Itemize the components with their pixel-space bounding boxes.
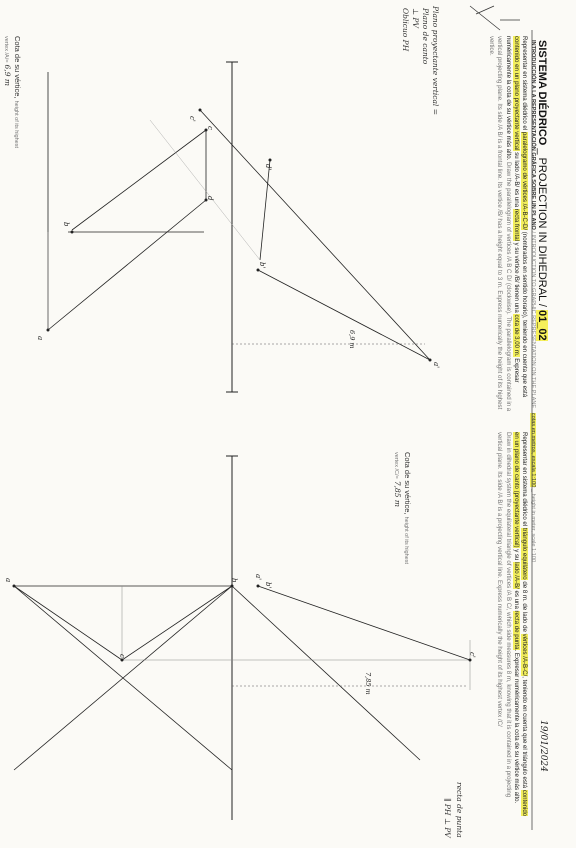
ex2-label-c: c: [118, 654, 126, 658]
ex1-text-2: (nombrados en sentido horario), teniendo en cuenta que está: [521, 230, 528, 398]
ex2-slanted-edge-2: [232, 586, 420, 760]
ex1-point-a: [47, 329, 50, 332]
ex1-label-b: b: [62, 222, 70, 227]
ex1-label-a: a: [36, 336, 44, 341]
ex1-answer-label-en: height of its highest: [13, 100, 19, 149]
ex1-answer-label: Cota de su vértice: [13, 36, 22, 97]
ex1-point-c1: [199, 109, 202, 112]
ex1-text-en: Draw the parallelogram of vertices /A B C D/ (clockwise). The parallelogram is contained in a vertical projecting plane. Its side /A B/ is a frontal line. Its vertice /B/ has a height equal to 3 m. Express numerically the height of its highest vertice.: [488, 36, 512, 412]
ex2-answer-label: Cota de su vértice: [403, 452, 412, 513]
ex1-label-c: c: [206, 126, 214, 130]
ex1-label-d1: d': [264, 164, 272, 171]
ex1-answer-value: 6,9 m: [3, 64, 12, 86]
ex1-edge-b1-c1: [260, 160, 270, 260]
ex1-highlight-2: contenido en un plano proyectante vertical: [512, 36, 520, 151]
ex1-text-3: su lado /A-B/ es una: [512, 150, 520, 209]
ex2-point-b: [231, 585, 234, 588]
ex2-point-a: [13, 585, 16, 588]
sheet-date: 19/01/2024: [538, 720, 548, 772]
sheet-number: 01_02: [536, 309, 548, 341]
ex2-edge-b1-c1: [258, 586, 470, 660]
title-main: SISTEMA DIÉDRICO: [536, 40, 548, 146]
ex1-hand-note-3: ⊥ PV: [411, 8, 420, 28]
ex2-answer: Cota de su vértice, height of its highest: [403, 452, 412, 565]
ex1-reference-line: [150, 120, 260, 260]
ex2-text-1: Representar en sistema diédrico el: [521, 432, 528, 528]
ex2-highlight-3: contenido en un plano de canto (proyectante vertical): [512, 432, 528, 817]
ex2-dimension-label: 7,85 m: [364, 672, 372, 695]
ex1-edge-b1-a1: [258, 270, 430, 360]
ex1-point-d1: [269, 159, 272, 162]
ex1-label-b1: b': [258, 262, 266, 269]
ex1-text-4: y su vértice /B/ tienen una: [512, 240, 520, 315]
ex2-hand-note-2: ∥ PH ⊥ PV: [443, 798, 452, 838]
ex2-text-6: . Expresar numéricamente la cota de su vértice más alto.: [512, 649, 520, 804]
ex2-edge-a-c: [14, 586, 122, 660]
ex2-highlight-5: recta de punta: [512, 610, 520, 650]
ex2-label-a1: a': [254, 574, 262, 581]
ex1-highlight-3: recta frontal: [512, 208, 520, 241]
units-note-en: height in meter, scale 1:100: [530, 493, 536, 563]
ex2-text-en: Draw in dihedral system the equilateral triangle of vertices /A B C/, which side measures 8 m, knowing that it is contained in a projecting vertical plane. Its side /A B/ is a projecting vertical line. Express numerically the height of its highest vertex /C/: [496, 432, 512, 798]
exercise-1-geometry: [47, 62, 432, 392]
ex1-label-a1: a': [432, 362, 440, 369]
ex1-label-d: d: [206, 196, 214, 201]
ex1-vertical-trace: [200, 110, 430, 360]
ex1-highlight-1: paralelogramo de vértices /A-B-C-D/: [521, 131, 528, 231]
ex1-point-b1: [257, 269, 260, 272]
ex2-answer-value: 7,85 m: [393, 480, 402, 508]
ex2-label-c1: c': [468, 652, 476, 658]
ex2-point-c: [121, 659, 124, 662]
ex2-text-5: es una: [512, 588, 520, 611]
ex1-edge-b-c: [72, 130, 206, 230]
ex2-hand-note-1: recta de punta: [455, 782, 464, 838]
ex1-answer: Cota de su vértice, height of its highest: [13, 36, 22, 149]
ex1-hand-note-2: Plano de canto: [421, 8, 430, 65]
ex1-point-b: [71, 231, 74, 234]
ex1-edge-a-d: [48, 200, 206, 330]
units-note: cotas en metros, escala 1:100: [530, 412, 536, 488]
ex2-label-b1: b': [264, 582, 272, 589]
ex2-edge-b-c: [122, 586, 232, 660]
title-separator: _ PROJECTION IN DIHEDRAL /: [536, 148, 548, 307]
ex2-highlight-4: lado /A-B/: [512, 562, 520, 589]
ex1-answer-vertex-en: vertex /A/=: [3, 36, 9, 63]
ex1-hand-note-1: Plano proyectante vertical =: [431, 6, 440, 115]
ex1-text-5: Expresar numéricamente la cota de su vértice más alto.: [504, 36, 520, 383]
ex1-text-1: Representar en sistema diédrico el: [521, 36, 528, 132]
ex1-label-c1: c': [188, 116, 196, 122]
subtitle-es: INTRODUCCIÓN A LA REPRESENTACIÓN GRÁFICA SOBRE UN PLANO: [530, 40, 536, 230]
ex2-text-2: de 8 m. de lado de: [521, 579, 528, 634]
ex2-point-c1: [469, 659, 472, 662]
ex1-highlight-4: cota de 3,00 m.: [512, 314, 520, 357]
corner-mark: [470, 6, 500, 30]
ex1-dimension-label: 6,9 m: [348, 330, 356, 349]
corner-mark: [476, 6, 494, 14]
ex2-text-4: y su: [512, 547, 520, 563]
ex2-label-b: b: [230, 578, 238, 583]
ex2-answer-vertex-en: vertex /C/=: [393, 452, 399, 479]
ex2-answer-label-en: height of its highest: [403, 516, 409, 565]
ex1-hand-note-4: Oblicuo PH: [401, 8, 410, 52]
ex2-highlight-1: triángulo equilátero: [521, 527, 528, 580]
ex2-highlight-2: vértices /A-B-C/: [521, 633, 528, 677]
exercise-2-geometry: [13, 456, 472, 820]
ex2-text-3: , teniendo en cuenta que el triángulo está: [521, 676, 528, 790]
ex2-point-a1-b1: [257, 585, 260, 588]
subtitle-en: INTRODUCTION TO GRAPHIC REPRESENTATION ON THE PLANE: [530, 234, 536, 409]
sheet-subtitle: INTRODUCCIÓN A LA REPRESENTACIÓN GRÁFICA SOBRE UN PLANO / INTRODUCTION TO GRAPHIC REPRESENTATION ON THE PLANE cotas en metros, escala 1:100 _ height in meter, scale 1:100: [530, 40, 536, 563]
ex2-label-a: a: [4, 578, 12, 583]
